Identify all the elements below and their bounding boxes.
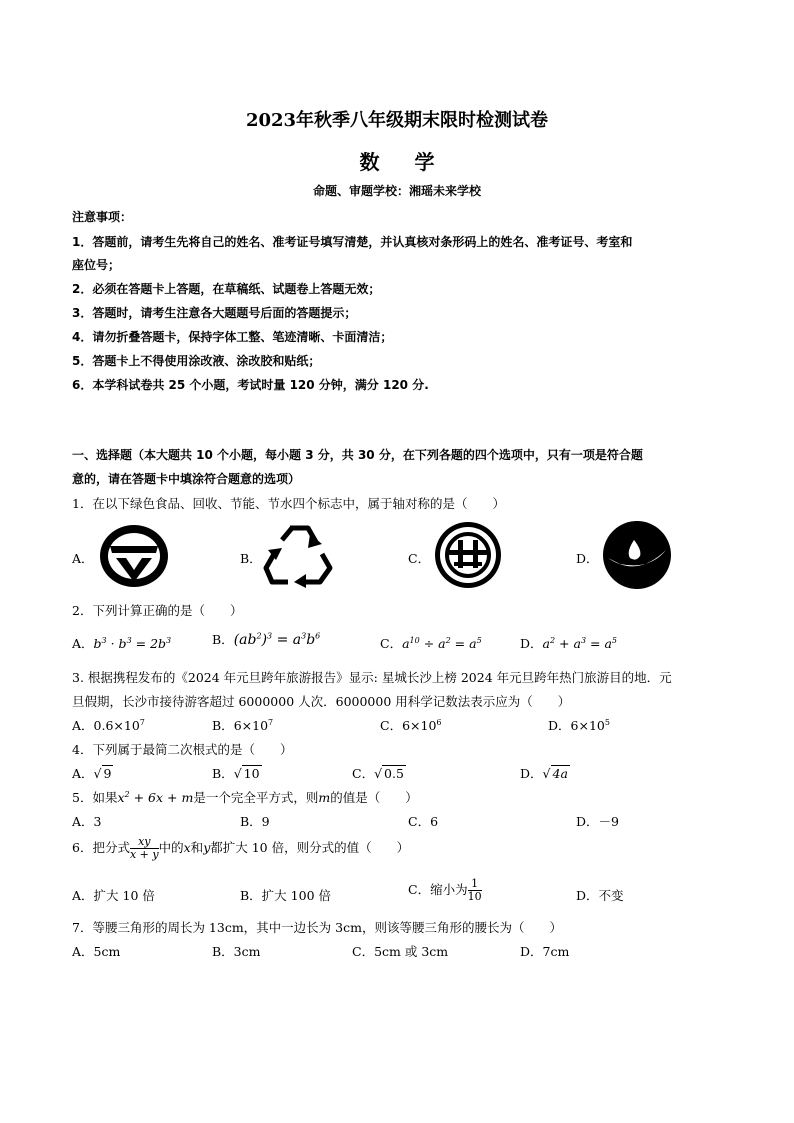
- subject-title: 数 学: [359, 150, 449, 174]
- q7-option-d: D．7cm: [520, 944, 570, 959]
- q5-option-c: C．6: [408, 814, 439, 829]
- energy-saving-logo-icon: [432, 520, 504, 594]
- q6-stem-prefix: 6．把分式: [72, 840, 130, 856]
- note-item: 4．请勿折叠答题卡，保持字体工整、笔迹清晰、卡面清洁；: [72, 330, 393, 344]
- q2-option-c-label: C．: [380, 636, 403, 651]
- q7-option-c: C．5cm 或 3cm: [352, 944, 449, 959]
- q4-option-d-label: D．: [520, 766, 543, 781]
- green-food-logo-icon: [98, 522, 170, 594]
- school-line: 命题、审题学校：湘瑶未来学校: [312, 184, 481, 198]
- notes-heading: 注意事项：: [72, 210, 133, 224]
- q7-stem: 7．等腰三角形的周长为 13cm，其中一边长为 3cm，则该等腰三角形的腰长为（ ）: [72, 920, 562, 935]
- q5-stem-suffix2: 的值是（ ）: [330, 790, 418, 805]
- q6-option-c: [408, 878, 482, 903]
- q6-fraction: $\frac{xy}{x + y}$: [129, 835, 159, 862]
- section1-header: 一、选择题（本大题共 10 个小题，每小题 3 分，共 30 分，在下列各题的四个选项中，只有一项是符合题: [72, 448, 643, 462]
- q7-option-a: A．5cm: [72, 944, 121, 959]
- section1-header-cont: 意的，请在答题卡中填涂符合题意的选项）: [72, 472, 301, 486]
- q7-option-b: B．3cm: [212, 944, 261, 959]
- q4-option-c-label: C．: [352, 766, 375, 781]
- q6-stem: 6．把分式 $\frac{xy}{x + y}$ 中的x和y都扩大 10 倍，则分式的值（ ）: [72, 835, 410, 862]
- q2-option-b: B．$(ab^2)^3 = a^3b^6$: [212, 631, 321, 648]
- q4-stem: 4．下列属于最简二次根式的是（ ）: [72, 742, 293, 757]
- q1-option-b-label: B．: [240, 551, 262, 566]
- q1-stem: 1．在以下绿色食品、回收、节能、节水四个标志中，属于轴对称的是（ ）: [72, 496, 505, 511]
- q4-option-d: D．√ 4a: [520, 766, 568, 781]
- q3-stem-cont: 旦假期，长沙市接待游客超过 6000000 人次．6000000 用科学记数法表示应为（ ）: [72, 694, 571, 709]
- q6-stem-middle: 中的: [158, 840, 184, 856]
- note-item: 2．必须在答题卡上答题，在草稿纸、试题卷上答题无效；: [72, 282, 381, 296]
- q6-stem-suffix: 都扩大 10 倍，则分式的值（ ）: [210, 840, 410, 856]
- q4-option-b: B．√ 10: [212, 766, 260, 781]
- q3-option-b-label: B．: [212, 718, 234, 733]
- q1-option-c-label: C．: [408, 551, 431, 566]
- q2-option-a: A．$b^3 \cdot b^3 = 2b^3$: [72, 635, 172, 651]
- q5-stem: 5．如果$x^2 + 6x + m$是一个完全平方式，则m的值是（ ）: [72, 789, 418, 805]
- q2-option-d: D．$a^2 + a^3 = a^5$: [520, 635, 618, 651]
- note-item: 1．答题前，请考生先将自己的姓名、准考证号填写清楚，并认真核对条形码上的姓名、准考证号、考室和: [72, 235, 633, 249]
- q3-stem: 3. 根据携程发布的《2024 年元旦跨年旅游报告》显示: 星城长沙上榜 2024 年元旦跨年热门旅游目的地．元: [72, 670, 672, 685]
- q6-option-c-fraction: $\frac{1}{10}$: [467, 877, 482, 904]
- q3-option-c-label: C．: [380, 718, 403, 733]
- q4-option-a-label: A．: [72, 766, 94, 781]
- q5-stem-suffix: 是一个完全平方式，则: [193, 790, 319, 805]
- q5-stem-prefix: 5．如果: [72, 790, 118, 805]
- q2-option-c: C．$a^{10} \div a^2 = a^5$: [380, 635, 482, 651]
- q3-option-a: A．$0.6\times 10^7$: [72, 717, 145, 733]
- q3-option-a-label: A．: [72, 718, 94, 733]
- q2-option-a-label: A．: [72, 636, 94, 651]
- q1-option-d-label: D．: [576, 551, 599, 566]
- q3-option-d: D．$6\times 10^5$: [548, 717, 610, 733]
- q5-option-b: B．9: [240, 814, 270, 829]
- q4-option-a: A．√ 9: [72, 766, 112, 781]
- q5-option-a: A．3: [72, 814, 102, 829]
- q6-option-d: D．不变: [576, 888, 624, 903]
- q1-option-a-label: A．: [72, 551, 94, 566]
- q6-option-a: A．扩大 10 倍: [72, 888, 155, 903]
- q2-stem: 2．下列计算正确的是（ ）: [72, 603, 243, 618]
- q5-option-d: D．－9: [576, 814, 619, 829]
- exam-title: 2023年秋季八年级期末限时检测试卷: [245, 110, 549, 131]
- q3-option-d-label: D．: [548, 718, 571, 733]
- water-saving-logo-icon: [600, 520, 674, 594]
- q6-stem-and: 和: [190, 840, 204, 856]
- note-item: 6．本学科试卷共 25 个小题，考试时量 120 分钟，满分 120 分.: [72, 378, 429, 392]
- note-item: 座位号；: [72, 258, 121, 272]
- q4-option-c: C．√ 0.5: [352, 766, 404, 781]
- q6-option-c-label: C．缩小为: [408, 882, 468, 898]
- note-item: 5．答题卡上不得使用涂改液、涂改胶和贴纸；: [72, 354, 321, 368]
- q4-option-b-label: B．: [212, 766, 234, 781]
- q2-option-b-label: B．: [212, 632, 234, 647]
- q6-option-b: B．扩大 100 倍: [240, 888, 331, 903]
- note-item: 3．答题时，请考生注意各大题题号后面的答题提示；: [72, 306, 357, 320]
- recycle-logo-icon: [262, 520, 336, 592]
- q3-option-c: C．$6\times 10^6$: [380, 717, 442, 733]
- q3-option-b: B．$6\times 10^7$: [212, 717, 274, 733]
- q2-option-d-label: D．: [520, 636, 543, 651]
